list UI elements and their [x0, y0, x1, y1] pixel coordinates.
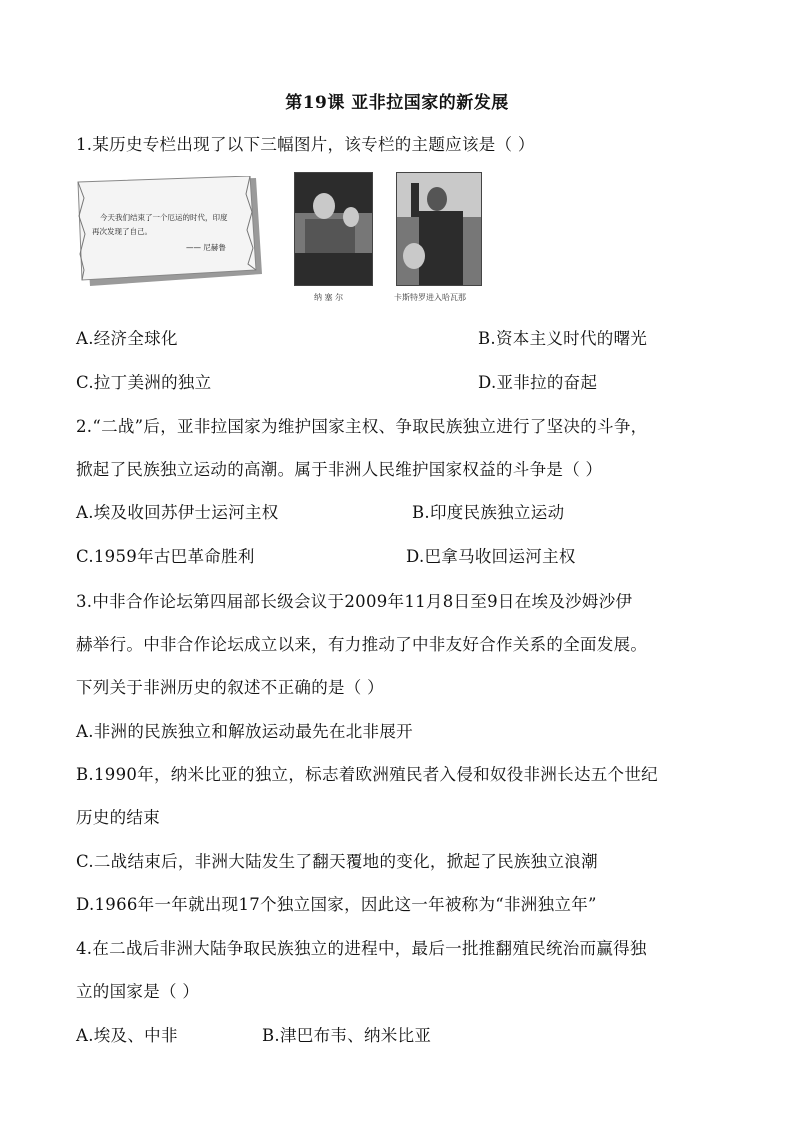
- q3-stem-line2: 赫举行。中非合作论坛成立以来，有力推动了中非友好合作关系的全面发展。: [76, 635, 648, 654]
- q2-stem-line1: 2.“二战”后，亚非拉国家为维护国家主权、争取民族独立进行了坚决的斗争，: [76, 417, 648, 436]
- q4-stem-line1: 4.在二战后非洲大陆争取民族独立的进程中，最后一批推翻殖民统治而赢得独: [76, 939, 647, 958]
- q2-option-d[interactable]: D.巴拿马收回运河主权: [406, 547, 576, 566]
- q2-stem-line2: 掀起了民族独立运动的高潮。属于非洲人民维护国家权益的斗争是（ ）: [76, 460, 603, 479]
- q1-option-c[interactable]: C.拉丁美洲的独立: [76, 373, 212, 392]
- quote-line1: 今天我们结束了一个厄运的时代，印度: [100, 213, 228, 222]
- lesson-title: 第19课 亚非拉国家的新发展: [285, 93, 509, 113]
- q3-option-b-line1[interactable]: B.1990年，纳米比亚的独立，标志着欧洲殖民者入侵和奴役非洲长达五个世纪: [76, 765, 658, 784]
- q2-option-a[interactable]: A.埃及收回苏伊士运河主权: [76, 503, 279, 522]
- nasser-caption: 纳 塞 尔: [314, 293, 344, 302]
- q1-stem: 1.某历史专栏出现了以下三幅图片，该专栏的主题应该是（ ）: [76, 135, 535, 154]
- castro-caption: 卡斯特罗进入哈瓦那: [394, 293, 466, 302]
- nasser-photo: [294, 172, 373, 286]
- q3-stem-line1: 3.中非合作论坛第四届部长级会议于2009年11月8日至9日在埃及沙姆沙伊: [76, 592, 633, 611]
- q2-option-b[interactable]: B.印度民族独立运动: [412, 503, 565, 522]
- q3-option-c[interactable]: C.二战结束后，非洲大陆发生了翻天覆地的变化，掀起了民族独立浪潮: [76, 852, 598, 871]
- quote-author: —— 尼赫鲁: [186, 243, 226, 252]
- q1-option-a[interactable]: A.经济全球化: [76, 329, 178, 348]
- q3-option-d[interactable]: D.1966年一年就出现17个独立国家，因此这一年被称为“非洲独立年”: [76, 895, 597, 914]
- q4-stem-line2: 立的国家是（ ）: [76, 982, 200, 1001]
- q3-stem-line3: 下列关于非洲历史的叙述不正确的是（ ）: [76, 678, 384, 697]
- q1-option-d[interactable]: D.亚非拉的奋起: [478, 373, 598, 392]
- q2-option-c[interactable]: C.1959年古巴革命胜利: [76, 547, 255, 566]
- castro-photo: [396, 172, 482, 286]
- q4-option-b[interactable]: B.津巴布韦、纳米比亚: [262, 1026, 432, 1045]
- quote-line2: 再次发现了自己。: [92, 227, 152, 236]
- q4-option-a[interactable]: A.埃及、中非: [76, 1026, 178, 1045]
- q1-figures: [76, 172, 496, 307]
- nehru-quote-card: [76, 176, 264, 288]
- q1-option-b[interactable]: B.资本主义时代的曙光: [478, 329, 648, 348]
- q3-option-a[interactable]: A.非洲的民族独立和解放运动最先在北非展开: [76, 722, 413, 741]
- q3-option-b-line2[interactable]: 历史的结束: [76, 808, 160, 827]
